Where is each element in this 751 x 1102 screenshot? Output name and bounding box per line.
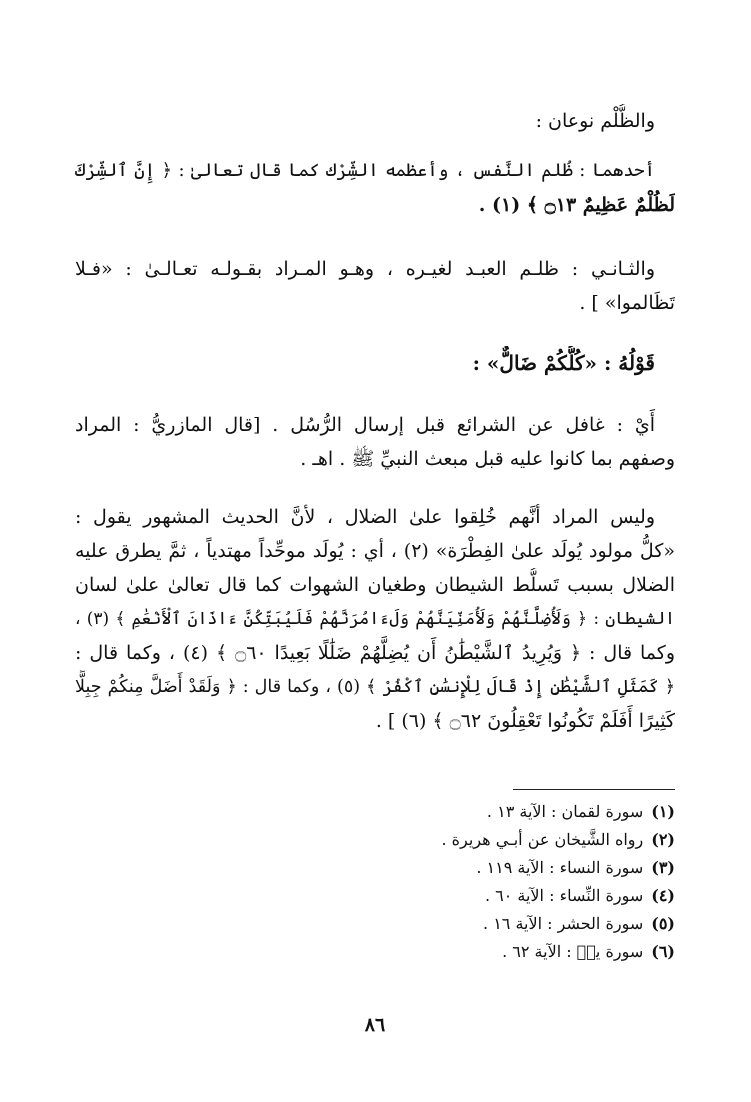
footnote-text: سورة لقمان : الآية ١٣ .: [486, 802, 644, 821]
footnotes-list: [75, 798, 675, 966]
footnote-number: (٦): [651, 942, 675, 961]
footnote-text: سورة النساء : الآية ١١٩ .: [476, 858, 644, 877]
footnote-number: (٥): [651, 914, 675, 933]
footnote-item: [75, 798, 675, 826]
footnote-number: (٢): [651, 830, 675, 849]
footnote-text: سورة النِّساء : الآية ٦٠ .: [484, 886, 644, 905]
footnote-number: (١): [651, 802, 675, 821]
footnote-item: [75, 826, 675, 854]
text-line: وليس المراد أنَّهم خُلِقوا علىٰ الضلال ، لأنَّ الحديث المشهور يقول :: [75, 506, 655, 528]
text-line: أَيْ : غافل عن الشرائع قبل إرسال الرُّسُل . [قال المازريُّ : المراد: [75, 414, 655, 436]
footnote-item: [75, 854, 675, 882]
text-line: وكما قال : ﴿ وَيُرِيدُ ٱلشَّيْطَٰنُ أَن يُضِلَّهُمْ ضَلَٰلًا بَعِيدًا ۝٦٠ ﴾ (٤) ، وكما قال :: [75, 642, 675, 664]
footnote-item: [75, 882, 675, 910]
paragraph-first-type: [75, 154, 675, 222]
footnote-separator: [513, 789, 675, 790]
text-line: الضلال بسبب تَسلُّط الشيطان وطغيان الشهوات كما قال تعالىٰ علىٰ لسان: [75, 574, 675, 596]
text-line: وصفهم بما كانوا عليه قبل مبعث النبيِّ ﷺ . اهـ .: [300, 448, 675, 470]
paragraph-second-type: [75, 252, 675, 320]
paragraph-misguidance: [75, 500, 675, 738]
footnote-item: [75, 938, 675, 966]
paragraph-types-of-injustice: [75, 104, 675, 138]
quran-verse-line: لَظُلْمٌ عَظِيمٌ ۝١٣ ﴾ (١) .: [478, 194, 675, 216]
page-number: ٨٦: [364, 1014, 386, 1036]
text-line: «كلُّ مولود يُولَد علىٰ الفِطْرَة» (٢) ، أي : يُولَد موحِّداً مهتدياً ، ثمَّ يطرق عليه: [75, 540, 675, 562]
text-line: أحدهما : ظُلم النَّفس ، وأعظمه الشِّرْك كما قال تعالىٰ : ﴿ إِنَّ ٱلشِّرْكَ: [75, 160, 655, 181]
text-line: ﴿ كَمَثَلِ ٱلشَّيْطَٰنِ إِذْ قَالَ لِلْإِنسَٰنِ ٱكْفُرْ ﴾ (٥) ، وكما قال : ﴿ وَلَقَدْ أَضَلَّ مِنكُمْ جِبِلًّا: [75, 677, 675, 697]
text-line: تَظَالموا» ] .: [579, 292, 675, 314]
footnote-number: (٤): [651, 886, 675, 905]
footnote-text: رواه الشَّيخان عن أبـي هريرة .: [441, 830, 644, 849]
footnote-text: سورة يسۤ : الآية ٦٢ .: [502, 942, 644, 961]
text-line: والثـانـي : ظلـم العبـد لغيـره ، وهـو المـراد بقـولـه تعـالـىٰ : «فـلا: [75, 258, 655, 280]
footnote-number: (٣): [651, 858, 675, 877]
text-line: كَثِيرًا أَفَلَمْ تَكُونُوا تَعْقِلُونَ ۝٦٢ ﴾ (٦) ] .: [375, 710, 675, 732]
text-line: والظُّلْم نوعان :: [535, 110, 655, 132]
footnote-item: [75, 910, 675, 938]
text-line: الشيطان : ﴿ وَلَأُضِلَّنَّهُمْ وَلَأُمَنِّيَنَّهُمْ وَلَءَامُرَنَّهُمْ فَلَيُبَتِّكُنَّ ءَاذَانَ ٱلْأَنْعَٰمِ ﴾ (٣) ،: [75, 609, 675, 629]
section-heading: [75, 346, 675, 380]
heading-text: قَوْلُهُ : «كُلُّكُمْ ضَالٌّ» :: [472, 351, 655, 375]
book-page: [75, 0, 675, 1102]
footnote-text: سورة الحشر : الآية ١٦ .: [483, 914, 644, 933]
paragraph-explanation: [75, 408, 675, 476]
